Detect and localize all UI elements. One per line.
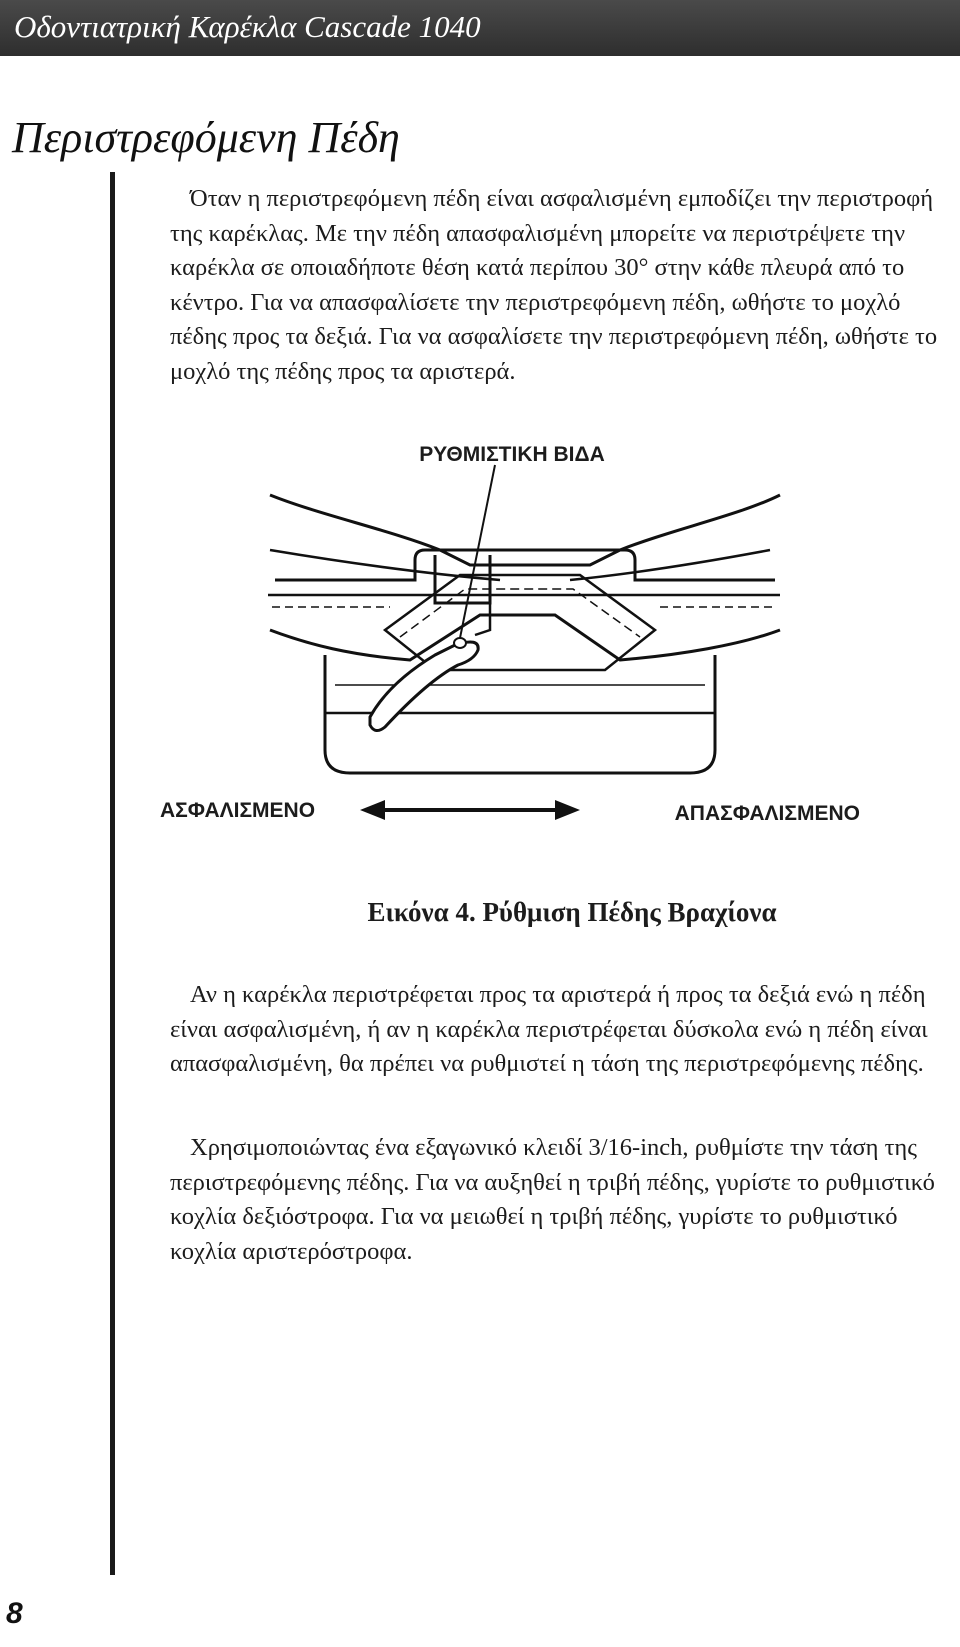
paragraph-tension [170, 1131, 950, 1269]
header-bar [0, 0, 960, 56]
label-locked: ΑΣΦΑΛΙΣΜΕΝΟ [160, 799, 316, 822]
paragraph-tension-text: Χρησιμοποιώντας ένα εξαγωνικό κλειδί 3/16-inch, ρυθμίστε την τάση της περιστρεφόμενης πέδης. Για να αυξηθεί η τριβή πέδης, γυρίστε το ρυθμιστικό κοχλία δεξιόστροφα. Για να μειωθεί η τριβή πέδης, γυρίστε το ρυθμιστικό κοχλία αριστερόστροφα. [170, 1134, 935, 1265]
paragraph-adjust-text: Αν η καρέκλα περιστρέφεται προς τα αριστερά ή προς τα δεξιά ενώ η πέδη είναι ασφαλισμένη, ή αν η καρέκλα περιστρέφεται δύσκολα ενώ η πέδη είναι απασφαλισμένη, θα πρέπει να ρυθμιστεί η τάση της περιστρεφόμενης πέδης. [170, 981, 928, 1077]
paragraph-intro-text: Όταν η περιστρεφόμενη πέδη είναι ασφαλισμένη εμποδίζει την περιστροφή της καρέκλας. Με την πέδη απασφαλισμένη μπορείτε να περιστρέψετε την καρέκλα σε οποιαδήποτε θέση κατά περίπου 30° στην κάθε πλευρά από το κέντρο. Για να απασφαλίσετε την περιστρεφόμενη πέδη, ωθήστε το μοχλό πέδης προς τα δεξιά. Για να ασφαλίσετε την περιστρεφόμενη πέδη, ωθήστε το μοχλό της πέδης προς τα αριστερά. [170, 185, 938, 385]
swivel-brake-illustration [160, 443, 860, 875]
label-adjusting-screw: ΡΥΘΜΙΣΤΙΚΗ ΒΙΔΑ [419, 443, 605, 466]
swivel-brake-figure [160, 443, 860, 875]
paragraph-intro [170, 182, 950, 389]
vertical-rule [110, 172, 115, 1575]
page-number: 8 [6, 1597, 23, 1630]
section-title: Περιστρεφόμενη Πέδη [12, 113, 400, 162]
paragraph-adjust [170, 978, 950, 1082]
figure-caption [0, 897, 960, 928]
double-arrow-icon [360, 800, 580, 820]
header-title: Οδοντιατρική Καρέκλα Cascade 1040 [14, 9, 481, 44]
figure-caption-text: Εικόνα 4. Ρύθμιση Πέδης Βραχίονα [367, 897, 777, 927]
label-unlocked: ΑΠΑΣΦΑΛΙΣΜΕΝΟ [674, 802, 860, 825]
